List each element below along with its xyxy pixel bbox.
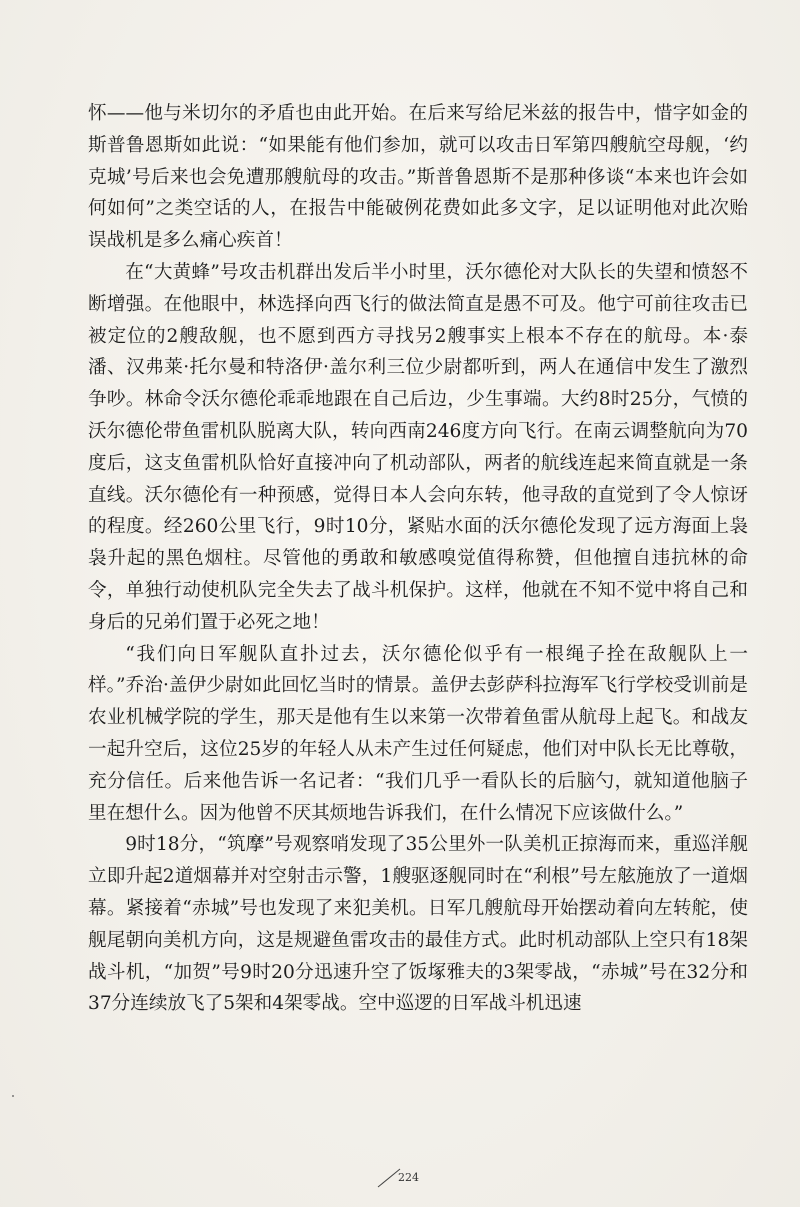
body-text — [88, 98, 748, 1020]
page-footer — [368, 1163, 448, 1193]
paragraph-4: 9时18分，“筑摩”号观察哨发现了35公里外一队美机正掠海而来，重巡洋舰立即升起2道烟幕并对空射击示警，1艘驱逐舰同时在“利根”号左舷施放了一道烟幕。紧接着“赤城”号也发现了来犯美机。日军几艘航母开始摆动着向左转舵，使舰尾朝向美机方向，这是规避鱼雷攻击的最佳方式。此时机动部队上空只有18架战斗机，“加贺”号9时20分迅速升空了饭塚雅夫的3架零战，“赤城”号在32分和37分连续放飞了5架和4架零战。空中巡逻的日军战斗机迅速 — [88, 834, 748, 1015]
paragraph-2: 在“大黄蜂”号攻击机群出发后半小时里，沃尔德伦对大队长的失望和愤怒不断增强。在他眼中，林选择向西飞行的做法简直是愚不可及。他宁可前往攻击已被定位的2艘敌舰，也不愿到西方寻找另2艘事实上根本不存在的航母。本·泰潘、汉弗莱·托尔曼和特洛伊·盖尔利三位少尉都听到，两人在通信中发生了激烈争吵。林命令沃尔德伦乖乖地跟在自己后边，少生事端。大约8时25分，气愤的沃尔德伦带鱼雷机队脱离大队，转向西南246度方向飞行。在南云调整航向为70度后，这支鱼雷机队恰好直接冲向了机动部队，两者的航线连起来简直就是一条直线。沃尔德伦有一种预感，觉得日本人会向东转，他寻敌的直觉到了令人惊讶的程度。经260公里飞行，9时10分，紧贴水面的沃尔德伦发现了远方海面上袅袅升起的黑色烟柱。尽管他的勇敢和敏感嗅觉值得称赞，但他擅自违抗林的命令，单独行动使机队完全失去了战斗机保护。这样，他就在不知不觉中将自己和身后的兄弟们置于必死之地！ — [88, 261, 748, 633]
paragraph-3: “我们向日军舰队直扑过去，沃尔德伦似乎有一根绳子拴在敌舰队上一样。”乔治·盖伊少尉如此回忆当时的情景。盖伊去彭萨科拉海军飞行学校受训前是农业机械学院的学生，那天是他有生以来第一次带着鱼雷从航母上起飞。和战友一起升空后，这位25岁的年轻人从未产生过任何疑虑，他们对中队长无比尊敬，充分信任。后来他告诉一名记者：“我们几乎一看队长的后脑勺，就知道他脑子里在想什么。因为他曾不厌其烦地告诉我们，在什么情况下应该做什么。” — [88, 643, 748, 824]
paragraph-1: 怀——他与米切尔的矛盾也由此开始。在后来写给尼米兹的报告中，惜字如金的斯普鲁恩斯如此说：“如果能有他们参加，就可以攻击日军第四艘航空母舰，‘约克城’号后来也会免遭那艘航母的攻击。”斯普鲁恩斯不是那种侈谈“本来也许会如何如何”之类空话的人，在报告中能破例花费如此多文字，足以证明他对此次贻误战机是多么痛心疾首！ — [88, 103, 748, 252]
page-number: 224 — [398, 1171, 419, 1184]
paper-speck — [12, 1095, 14, 1097]
